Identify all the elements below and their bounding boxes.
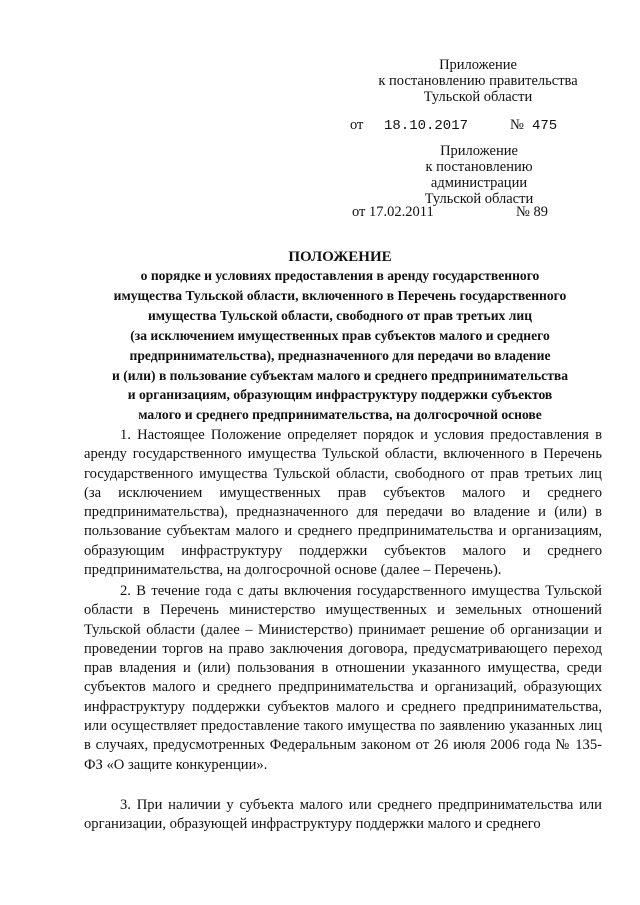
annex1-date-prefix: от <box>350 117 364 133</box>
annex2-line1: Приложение <box>440 143 518 159</box>
document-subtitle <box>60 266 620 425</box>
annex1-line1: Приложение <box>439 57 517 73</box>
document-title: ПОЛОЖЕНИЕ <box>288 249 392 265</box>
subtitle-line: о порядке и условиях предоставления в аренду государственного <box>140 268 540 283</box>
subtitle-line: предпринимательства), предназначенного для передачи во владение <box>129 347 551 363</box>
annex2-date-line: от 17.02.2011 <box>352 204 434 220</box>
paragraph-2: 2. В течение года с даты включения государственного имущества Тульской области в Перечень министерство имущественных и земельных отношений Тульской области (далее – Министерство) принимает решение об организации и проведении торгов на право заключения договора, предусматривающего переход прав владения и (или) пользования в отношении указанного имущества, среди субъектов малого и среднего предпринимательства и организаций, образующих инфраструктуру поддержки субъектов малого и среднего предпринимательства, или осуществляет предоставление такого имущества по заявлению указанных лиц в случаях, предусмотренных Федеральным законом от 26 июля 2006 года № 135-ФЗ «О защите конкуренции». <box>84 583 602 773</box>
annex1-number-prefix: № <box>510 117 524 133</box>
annex2-line2: к постановлению администрации <box>425 159 533 191</box>
paragraph-3: 3. При наличии у субъекта малого или среднего предпринимательства или организации, образующей инфраструктуру поддержки малого и среднего <box>84 797 602 833</box>
annex2-number-line: № 89 <box>516 204 548 220</box>
subtitle-line: имущества Тульской области, включенного в Перечень государственного <box>113 287 567 303</box>
annex1-number: 475 <box>532 118 558 134</box>
annex1-block <box>378 57 578 105</box>
subtitle-line: и организациям, образующим инфраструктуру поддержки субъектов <box>127 387 553 403</box>
subtitle-line: имущества Тульской области, свободного от прав третьих лиц <box>147 307 533 323</box>
annex1-line3: Тульской области <box>423 89 533 105</box>
annex1-line2: к постановлению правительства <box>378 73 578 89</box>
subtitle-line: (за исключением имущественных прав субъектов малого и среднего <box>130 327 550 343</box>
subtitle-line: и (или) в пользование субъектам малого и среднего предпринимательства <box>111 367 569 383</box>
annex2-line3: Тульской области <box>424 191 534 207</box>
annex1-date: 18.10.2017 <box>384 118 469 134</box>
paragraph-1: 1. Настоящее Положение определяет порядок и условия предоставления в аренду государственного имущества Тульской области, включенного в Перечень государственного имущества Тульской области, свободного от прав третьих лиц (за исключением имущественных прав субъектов малого и среднего предпринимательства), предназначенного для передачи во владение и (или) в пользование субъектам малого и среднего предпринимательства и организациям, образующим инфраструктуру поддержки субъектов малого и среднего предпринимательства, на долгосрочной основе (далее – Перечень). <box>84 427 602 579</box>
subtitle-line: малого и среднего предпринимательства, на долгосрочной основе <box>138 407 542 423</box>
annex2-block <box>376 143 582 207</box>
